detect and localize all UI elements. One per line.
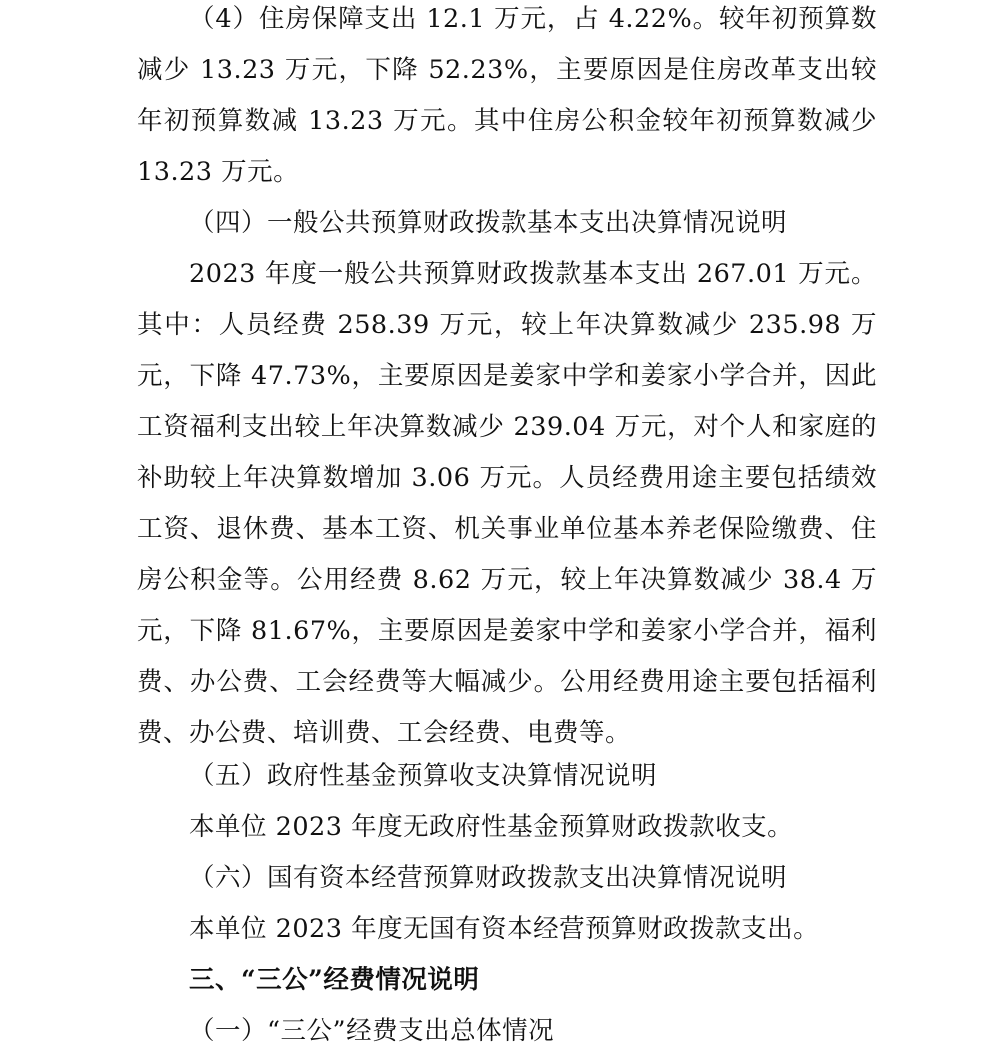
heading-section-6: （六）国有资本经营预算财政拨款支出决算情况说明 [189, 863, 788, 893]
heading-chapter-3: 三、“三公”经费情况说明 [189, 965, 480, 995]
paragraph-basic-expenditure: 2023 年度一般公共预算财政拨款基本支出 267.01 万元。其中：人员经费 258.39 万元，较上年决算数减少 235.98 万元，下降 47.73%，主要原因是姜家中学和姜家小学合并，因此工资福利支出较上年决算数减少 239.04 万元，对个人和家庭的补助较上年决算数增加 3.06 万元。人员经费用途主要包括绩效工资、退休费、基本工资、机关事业单位基本养老保险缴费、住房公积金等。公用经费 8.62 万元，较上年决算数减少 38.4 万元，下降 81.67%，主要原因是姜家中学和姜家小学合并，福利费、办公费、工会经费等大幅减少。公用经费用途主要包括福利费、办公费、培训费、工会经费、电费等。 [137, 259, 877, 748]
paragraph-section-6: 本单位 2023 年度无国有资本经营预算财政拨款支出。 [189, 914, 820, 944]
heading-section-3-1: （一）“三公”经费支出总体情况 [189, 1016, 555, 1046]
heading-section-5: （五）政府性基金预算收支决算情况说明 [189, 761, 658, 791]
heading-section-4: （四）一般公共预算财政拨款基本支出决算情况说明 [189, 208, 788, 238]
paragraph-housing-expenditure: （4）住房保障支出 12.1 万元，占 4.22%。较年初预算数减少 13.23 万元，下降 52.23%，主要原因是住房改革支出较年初预算数减 13.23 万元。其中住房公积金较年初预算数减少 13.23 万元。 [137, 4, 877, 187]
paragraph-section-5: 本单位 2023 年度无政府性基金预算财政拨款收支。 [189, 812, 794, 842]
